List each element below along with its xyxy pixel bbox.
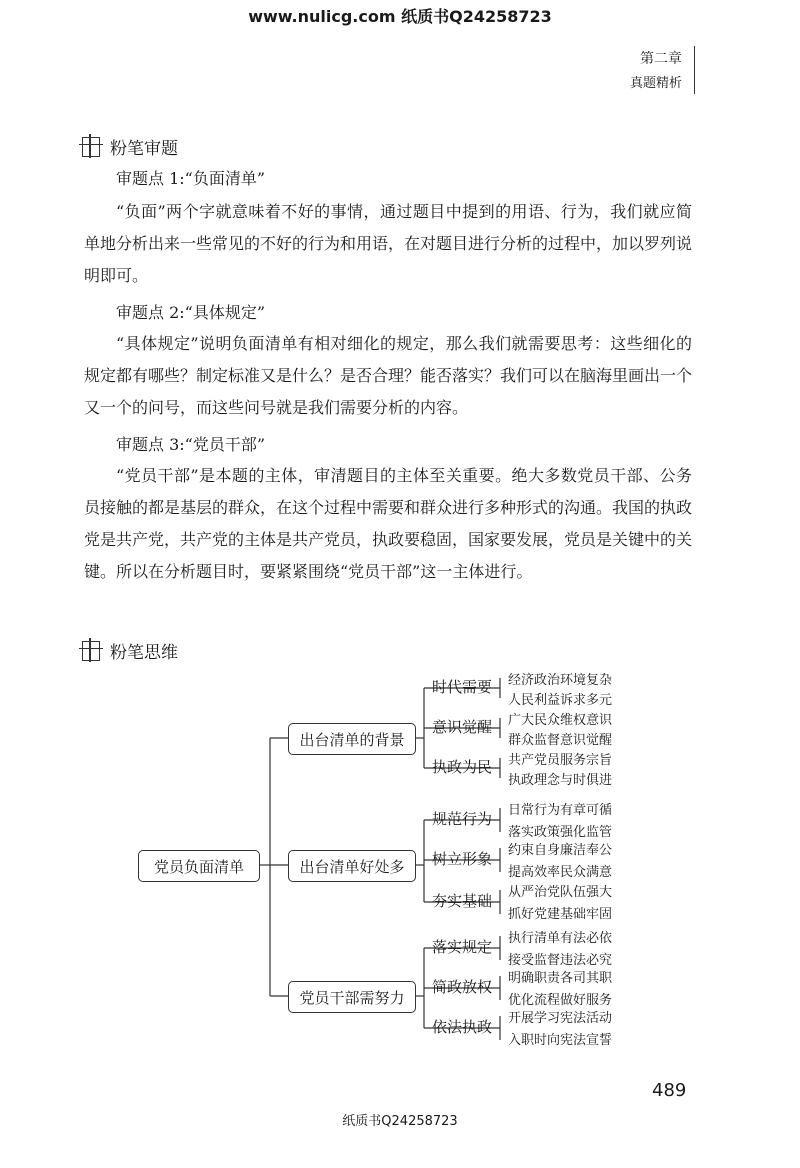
mind-map-root: 党员负面清单 (138, 850, 260, 882)
top-banner: www.nulicg.com 纸质书Q24258723 (248, 7, 552, 26)
leaf-node: 提高效率民众满意 (508, 865, 613, 880)
paragraph-1: “负面”两个字就意味着不好的事情，通过题目中提到的用语、行为，我们就应简单地分析出来一些常见的不好的行为和用语，在对题目进行分析的过程中，加以罗列说明即可。 (84, 202, 693, 285)
leaf-node: 人民利益诉求多元 (508, 693, 613, 708)
paragraph-3: “党员干部”是本题的主体，审清题目的主体至关重要。绝大多数党员干部、公务员接触的都是基层的群众，在这个过程中需要和群众进行多种形式的沟通。我国的执政党是共产党，共产党的主体是共产党员，执政要稳固，国家要发展，党员是关键中的关键。所以在分析题目时，要紧紧围绕“党员干部”这一主体进行。 (84, 466, 693, 581)
leaf-node: 优化流程做好服务 (508, 993, 613, 1008)
sub-node: 时代需要 (432, 678, 493, 696)
sub-node: 简政放权 (432, 978, 493, 996)
sub-node: 夯实基础 (432, 892, 493, 910)
review-point-3: 审题点 3:“党员干部” (116, 435, 266, 454)
sub-node: 树立形象 (432, 850, 493, 868)
leaf-node: 从严治党队伍强大 (508, 885, 613, 900)
leaf-node: 经济政治环境复杂 (508, 673, 613, 688)
chapter-label: 第二章 (640, 51, 682, 67)
review-point-1: 审题点 1:“负面清单” (116, 169, 266, 188)
branch-efforts: 党员干部需努力 (288, 981, 416, 1013)
leaf-node: 接受监督违法必究 (508, 953, 613, 968)
footer-text: 纸质书Q24258723 (342, 1114, 458, 1129)
branch-background: 出台清单的背景 (288, 723, 416, 755)
leaf-node: 明确职责各司其职 (508, 971, 613, 986)
section-title: 粉笔思维 (110, 643, 178, 663)
subchapter-label: 真题精析 (629, 76, 682, 91)
leaf-node: 执行清单有法必依 (508, 931, 613, 946)
leaf-node: 执政理念与时俱进 (508, 773, 613, 788)
leaf-node: 共产党员服务宗旨 (508, 753, 613, 768)
sub-node: 执政为民 (432, 758, 493, 776)
review-point-2: 审题点 2:“具体规定” (116, 303, 266, 322)
leaf-node: 日常行为有章可循 (508, 803, 613, 818)
section-title: 粉笔审题 (110, 139, 178, 159)
sub-node: 规范行为 (432, 810, 493, 828)
sub-node: 依法执政 (432, 1018, 493, 1036)
leaf-node: 约束自身廉洁奉公 (508, 843, 613, 858)
branch-benefits: 出台清单好处多 (288, 850, 416, 882)
sub-node: 落实规定 (432, 938, 493, 956)
page-number: 489 (652, 1080, 687, 1101)
paragraph-2: “具体规定”说明负面清单有相对细化的规定，那么我们就需要思考：这些细化的规定都有哪些？制定标准又是什么？是否合理？能否落实？我们可以在脑海里画出一个又一个的问号，而这些问号就是我们需要分析的内容。 (84, 334, 693, 417)
leaf-node: 抓好党建基础牢固 (508, 907, 613, 922)
leaf-node: 开展学习宪法活动 (508, 1011, 613, 1026)
leaf-node: 广大民众维权意识 (508, 713, 613, 728)
leaf-node: 入职时向宪法宣誓 (508, 1033, 613, 1048)
leaf-node: 群众监督意识觉醒 (508, 733, 613, 748)
sub-node: 意识觉醒 (432, 718, 493, 736)
leaf-node: 落实政策强化监管 (508, 825, 613, 840)
